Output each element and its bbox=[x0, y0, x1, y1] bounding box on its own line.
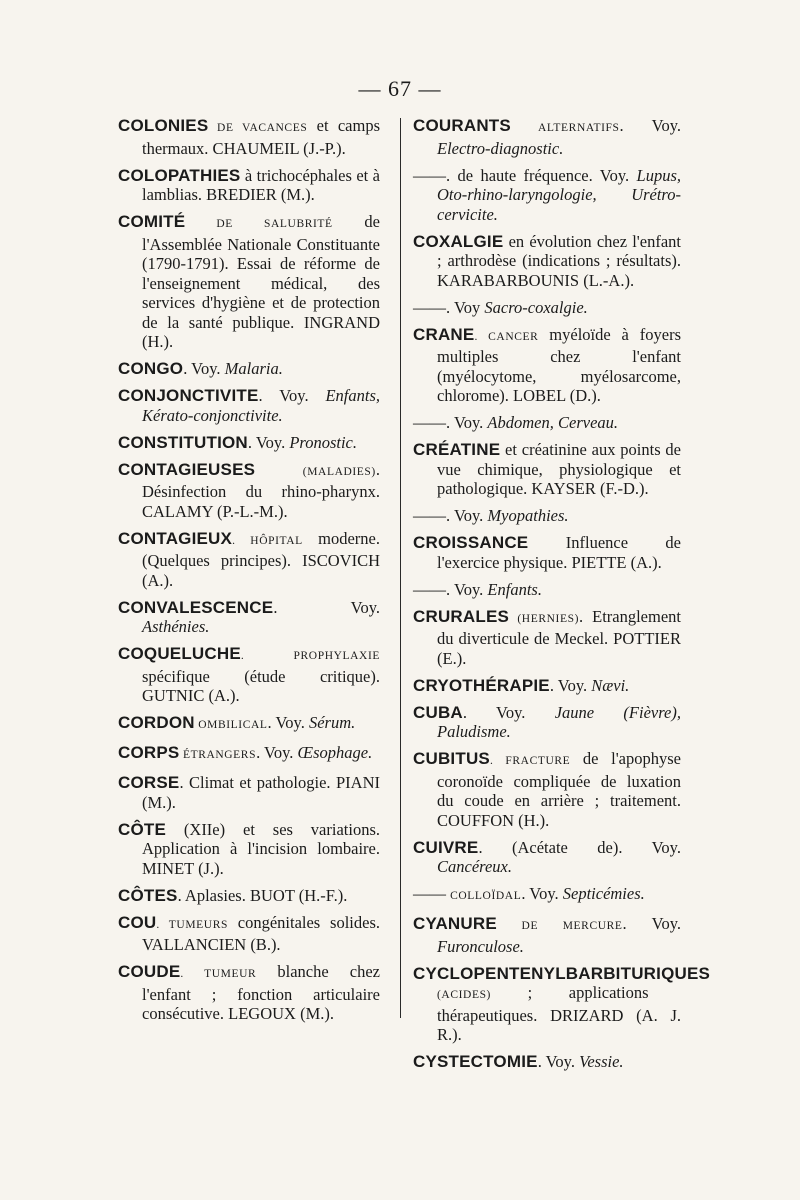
entry-headword: CORPS bbox=[118, 743, 180, 762]
index-entry bbox=[413, 166, 681, 225]
entry-headword: COU bbox=[118, 912, 157, 932]
entry-subheading: OMBILICAL bbox=[194, 719, 268, 731]
entry-reference: Malaria. bbox=[224, 359, 283, 378]
entry-text: congénitales solides. VALLANCIEN (B.). bbox=[142, 912, 380, 954]
entry-reference: Enfants. bbox=[487, 579, 542, 599]
entry-headword: CUBA bbox=[413, 702, 463, 722]
index-entry bbox=[118, 116, 380, 158]
entry-headword: CRYOTHÉRAPIE bbox=[413, 675, 550, 695]
entry-headword: CUIVRE bbox=[413, 837, 479, 857]
entry-reference: Nævi. bbox=[591, 675, 630, 695]
column-divider bbox=[400, 118, 401, 1018]
index-entry bbox=[118, 886, 380, 906]
entry-subheading: . CANCER bbox=[474, 330, 539, 343]
entry-headword: COXALGIE bbox=[413, 231, 504, 251]
entry-headword: COMITÉ bbox=[118, 212, 186, 231]
index-entry bbox=[413, 749, 681, 830]
entry-reference: Cancéreux. bbox=[437, 857, 512, 876]
entry-subheading: DE MERCURE bbox=[496, 920, 623, 932]
entry-text: . Voy. bbox=[619, 116, 681, 135]
page-number: — 67 — bbox=[358, 76, 442, 101]
entry-text: spécifique (étude critique). GUTNIC (A.). bbox=[142, 666, 380, 705]
index-entry bbox=[118, 433, 380, 453]
entry-headword: CORDON bbox=[118, 713, 195, 732]
left-column bbox=[118, 116, 380, 1031]
entry-text: et créatinine aux points de vue chimique, physiologique et pathologique. KAYSER (F.-D.). bbox=[437, 440, 681, 498]
entry-headword: COLOPATHIES bbox=[118, 165, 241, 185]
index-entry bbox=[413, 838, 681, 877]
entry-text: ; applications thérapeutiques. DRIZARD (A. J. R.). bbox=[437, 983, 681, 1044]
entry-text: blanche chez l'enfant ; fonction articulaire consécutive. LEGOUX (M.). bbox=[142, 962, 380, 1023]
entry-text: . Voy. bbox=[549, 675, 592, 695]
entry-headword: CRÉATINE bbox=[413, 440, 501, 459]
index-entry bbox=[413, 533, 681, 572]
entry-subheading: . FRACTURE bbox=[489, 755, 571, 767]
entry-reference: Asthénies. bbox=[142, 617, 210, 636]
index-entry bbox=[413, 607, 681, 669]
index-entry bbox=[413, 703, 681, 742]
entry-text: ——. Voy. bbox=[413, 413, 488, 432]
index-entry bbox=[413, 914, 681, 956]
entry-subheading: DE VACANCES bbox=[208, 122, 308, 134]
index-entry bbox=[118, 743, 380, 766]
index-entry bbox=[413, 1052, 681, 1072]
entry-text: . Voy. bbox=[273, 597, 380, 617]
entry-text: et camps thermaux. CHAUMEIL (J.-P.). bbox=[142, 116, 380, 158]
index-entry bbox=[118, 529, 380, 591]
index-entry bbox=[413, 676, 681, 696]
entry-headword: COLONIES bbox=[118, 116, 209, 135]
index-entry bbox=[118, 212, 380, 352]
index-entry bbox=[413, 232, 681, 291]
entry-headword: CRANE bbox=[413, 324, 475, 344]
index-entry bbox=[413, 580, 681, 600]
entry-text: de l'apophyse coronoïde compliquée de luxation du coude en arrière ; traitement. COUFFON (H.). bbox=[437, 749, 681, 830]
entry-reference: Œsophage. bbox=[297, 743, 373, 762]
entry-text: —— bbox=[413, 884, 451, 903]
entry-headword: CYCLOPENTENYLBARBITURIQUES bbox=[413, 963, 711, 983]
entry-headword: CONSTITUTION bbox=[118, 432, 248, 452]
entry-reference: Lupus, Oto-rhino-laryngologie, Urétro-cervicite. bbox=[437, 165, 681, 224]
entry-text: . Aplasies. BUOT (H.-F.). bbox=[177, 885, 348, 905]
entry-headword: COQUELUCHE bbox=[118, 644, 241, 663]
entry-headword: COUDE bbox=[118, 962, 181, 981]
entry-text: . Voy. bbox=[521, 884, 563, 903]
entry-subheading: COLLOÏDAL bbox=[450, 890, 522, 902]
entry-subheading: (HERNIES) bbox=[509, 612, 579, 625]
entry-text: . Climat et pathologie. PIANI (M.). bbox=[142, 773, 380, 812]
entry-text: . Voy. bbox=[537, 1052, 580, 1071]
entry-headword: CONTAGIEUX bbox=[118, 528, 233, 548]
entry-subheading: DE SALUBRITÉ bbox=[185, 218, 333, 230]
entry-headword: CUBITUS bbox=[413, 749, 490, 768]
index-entry bbox=[413, 884, 681, 907]
entry-headword: CYSTECTOMIE bbox=[413, 1052, 538, 1071]
entry-headword: CYANURE bbox=[413, 914, 497, 933]
index-entry bbox=[413, 413, 681, 433]
entry-reference: Myopathies. bbox=[487, 506, 569, 525]
index-entry bbox=[413, 325, 681, 406]
entry-headword: CONVALESCENCE bbox=[118, 597, 274, 617]
entry-text: ——. Voy. bbox=[413, 506, 488, 525]
entry-text: ——. Voy. bbox=[413, 579, 488, 599]
index-entry bbox=[118, 359, 380, 379]
index-entry bbox=[118, 166, 380, 205]
entry-reference: Vessie. bbox=[579, 1052, 624, 1071]
entry-text: . Désinfection du rhino-pharynx. CALAMY (P.-L.-M.). bbox=[142, 459, 380, 521]
entry-reference: Electro-diagnostic. bbox=[437, 138, 564, 158]
entry-headword: CÔTE bbox=[118, 819, 167, 839]
entry-headword: CONJONCTIVITE bbox=[118, 386, 259, 405]
index-entry bbox=[413, 506, 681, 526]
entry-reference: Sacro-coxalgie. bbox=[484, 297, 588, 317]
entry-reference: Enfants, Kérato-conjonctivite. bbox=[142, 386, 380, 425]
index-entry bbox=[413, 440, 681, 499]
index-entry bbox=[118, 598, 380, 637]
entry-reference: Abdomen, Cerveau. bbox=[487, 413, 619, 432]
entry-text: . (Acétate de). Voy. bbox=[478, 837, 681, 857]
entry-headword: CONTAGIEUSES bbox=[118, 459, 256, 479]
entry-text: (XIIe) et ses variations. Application à l'incision lombaire. MINET (J.). bbox=[142, 819, 380, 878]
index-entry bbox=[118, 820, 380, 879]
index-entry bbox=[118, 644, 380, 706]
entry-text: en évolution chez l'enfant ; arthrodèse (indications ; résultats). KARABARBOUNIS (L.-A.). bbox=[437, 231, 681, 290]
entry-text: myéloïde à foyers multiples chez l'enfant (myélocytome, myélosarcome, chlorome). LOBEL (D.). bbox=[437, 324, 681, 405]
index-entry bbox=[118, 386, 380, 425]
entry-headword: CROISSANCE bbox=[413, 533, 529, 552]
entry-subheading: (ACIDES) bbox=[437, 989, 491, 1001]
entry-text: . Voy. bbox=[247, 432, 290, 452]
entry-reference: Septicémies. bbox=[562, 884, 645, 903]
entry-text: . Voy. bbox=[256, 743, 298, 762]
entry-headword: CÔTES bbox=[118, 885, 178, 905]
entry-subheading: ÉTRANGERS bbox=[179, 749, 257, 761]
entry-headword: CRURALES bbox=[413, 606, 510, 626]
index-entry bbox=[118, 962, 380, 1024]
entry-text: . Voy. bbox=[183, 359, 225, 378]
entry-text: à trichocéphales et à lamblias. BREDIER (M.). bbox=[142, 165, 380, 204]
entry-headword: CORSE bbox=[118, 773, 180, 792]
index-entry bbox=[413, 963, 711, 1045]
entry-text: de l'Assemblée Nationale Constituante (1790-1791). Essai de réforme de l'enseignement médical, des services d'hygiène et de protection de la santé publique. INGRAND (H.). bbox=[142, 212, 380, 351]
entry-subheading: . PROPHYLAXIE bbox=[240, 650, 380, 662]
index-entry bbox=[413, 298, 681, 318]
index-entry bbox=[413, 116, 681, 158]
entry-text: . Voy. bbox=[267, 713, 309, 732]
entry-text: moderne. (Quelques principes). ISCOVICH (A.). bbox=[142, 528, 380, 590]
index-entry bbox=[118, 460, 380, 522]
entry-text: . Voy. bbox=[258, 386, 326, 405]
entry-text: Influence de l'exercice physique. PIETTE (A.). bbox=[437, 533, 681, 572]
entry-headword: CONGO bbox=[118, 359, 184, 378]
index-entry bbox=[118, 713, 380, 736]
entry-subheading: . TUMEUR bbox=[180, 968, 257, 980]
entry-reference: Sérum. bbox=[308, 713, 356, 732]
entry-text: . Etranglement du diverticule de Meckel. POTTIER (E.). bbox=[437, 606, 681, 668]
entry-reference: Pronostic. bbox=[289, 432, 358, 452]
entry-reference: Furonculose. bbox=[437, 936, 524, 956]
right-column bbox=[413, 116, 711, 1079]
entry-text: ——. de haute fréquence. Voy. bbox=[413, 165, 637, 185]
entry-subheading: (MALADIES) bbox=[255, 465, 376, 478]
entry-text: . Voy. bbox=[622, 914, 681, 933]
entry-subheading: ALTERNATIFS bbox=[510, 122, 620, 134]
entry-subheading: . TUMEURS bbox=[156, 918, 228, 931]
entry-text: ——. Voy bbox=[413, 297, 485, 317]
index-entry bbox=[118, 913, 380, 955]
index-entry bbox=[118, 773, 380, 812]
entry-subheading: . HÔPITAL bbox=[232, 534, 303, 547]
entry-headword: COURANTS bbox=[413, 116, 511, 135]
entry-text: . Voy. bbox=[462, 702, 555, 722]
entry-reference: Jaune (Fièvre), Paludisme. bbox=[437, 702, 681, 741]
